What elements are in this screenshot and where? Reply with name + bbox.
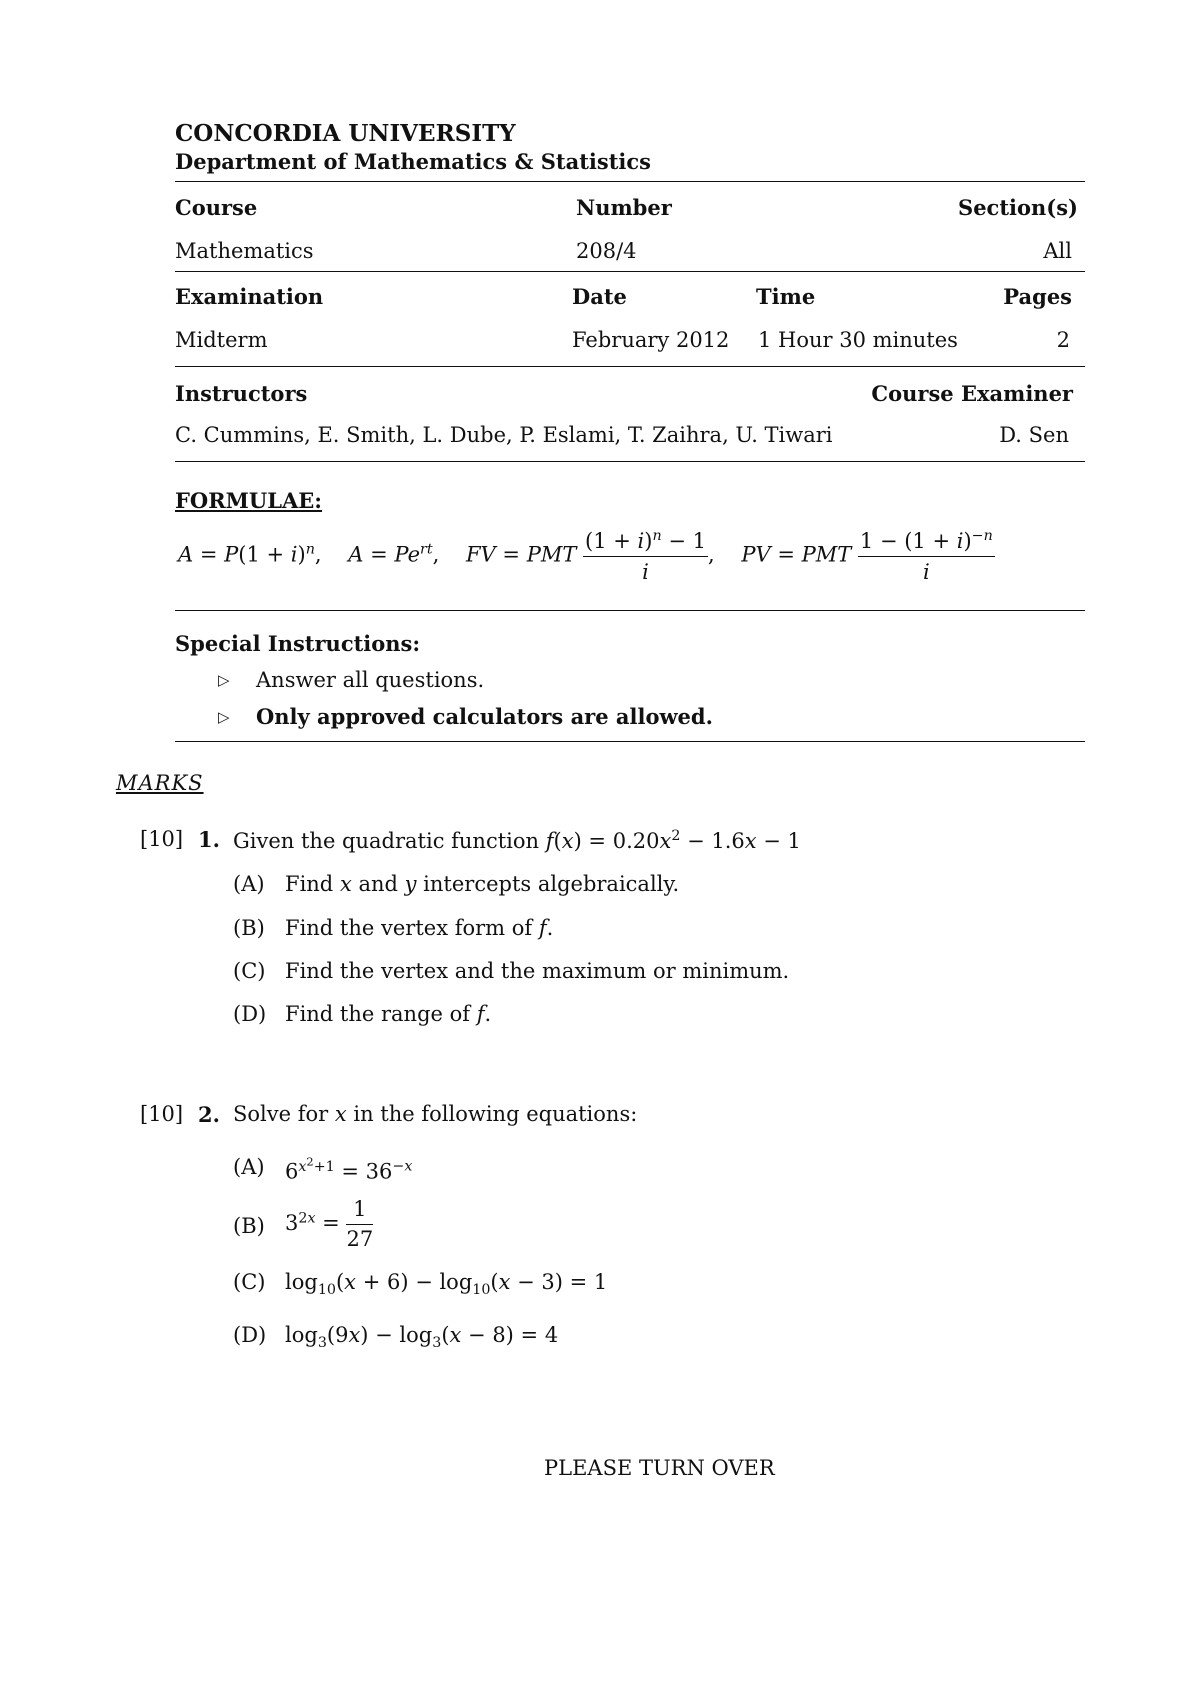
question-number: 2. <box>198 1102 220 1127</box>
divider <box>175 271 1085 272</box>
formula-line: $A = P(1 + i)^n$, $A = Pe^{rt}$, FV = PMT $\frac{(1 + i)^n - 1}{i}$ , PV = PMT $\frac{1 - (1 + i)^{-n}}{i}$ <box>178 528 993 584</box>
question-prompt-text: Given the quadratic function <box>233 828 540 853</box>
equation: $\log_{10}(x + 6) - \log_{10}(x - 3) = 1$ <box>285 1270 608 1298</box>
question-marks: [10] <box>140 827 184 851</box>
examiner-value: D. Sen <box>999 423 1069 447</box>
part-text: Find the vertex and the maximum or minimum. <box>285 959 790 983</box>
instructors-label: Instructors <box>175 381 308 406</box>
date-label: Date <box>572 284 627 309</box>
date-value: February 2012 <box>572 328 730 352</box>
department-name: Department of Mathematics & Statistics <box>175 149 651 174</box>
sections-label: Section(s) <box>958 195 1078 220</box>
sections-value: All <box>1043 239 1072 263</box>
bullet-triangle-icon: ▷ <box>218 708 230 726</box>
part-label: (A) <box>233 1155 265 1179</box>
course-label: Course <box>175 195 258 220</box>
equation: $6^{x^2+1} = 36^{-x}$ <box>285 1154 413 1184</box>
part-label: (D) <box>233 1002 267 1026</box>
part-text: Find x and y intercepts algebraically. <box>285 872 680 896</box>
instruction-item: Only approved calculators are allowed. <box>256 704 713 729</box>
equation: $3^{2x}$ = $\frac{1}{27}$ <box>285 1197 374 1252</box>
equation: $\log_3(9x) - \log_3(x - 8) = 4$ <box>285 1323 559 1351</box>
time-value: 1 Hour 30 minutes <box>758 328 958 352</box>
divider <box>175 741 1085 742</box>
examiner-label: Course Examiner <box>871 381 1073 406</box>
part-text-lead: Find the range of <box>285 1002 471 1026</box>
part-label: (C) <box>233 1270 266 1294</box>
pages-value: 2 <box>1056 328 1070 352</box>
divider <box>175 366 1085 367</box>
instructors-value: C. Cummins, E. Smith, L. Dube, P. Eslami, T. Zaihra, U. Tiwari <box>175 423 833 447</box>
number-label: Number <box>576 195 672 220</box>
part-label: (B) <box>233 916 265 940</box>
part-label: (C) <box>233 959 266 983</box>
marks-label: MARKS <box>116 771 204 795</box>
part-label: (A) <box>233 872 265 896</box>
part-text: Find the range of f. <box>285 1002 492 1026</box>
question-prompt-text: Solve for <box>233 1102 329 1126</box>
part-label: (D) <box>233 1323 267 1347</box>
formulae-heading: FORMULAE: <box>175 488 323 513</box>
university-name: CONCORDIA UNIVERSITY <box>175 120 516 147</box>
course-value: Mathematics <box>175 239 314 263</box>
pages-label: Pages <box>1003 284 1072 309</box>
exam-label: Examination <box>175 284 324 309</box>
question-prompt: Given the quadratic function $f(x) = 0.20x^2 - 1.6x - 1$ <box>233 828 801 853</box>
part-label: (B) <box>233 1214 265 1238</box>
instructions-heading: Special Instructions: <box>175 631 421 656</box>
bullet-triangle-icon: ▷ <box>218 671 230 689</box>
divider <box>175 610 1085 611</box>
question-prompt-tail: in the following equations: <box>353 1102 638 1126</box>
divider <box>175 461 1085 462</box>
footer-text: PLEASE TURN OVER <box>544 1456 775 1480</box>
divider <box>175 181 1085 182</box>
number-value: 208/4 <box>576 239 637 263</box>
part-text-lead: Find the vertex form of <box>285 916 533 940</box>
instruction-item: Answer all questions. <box>256 668 485 692</box>
question-number: 1. <box>198 827 220 852</box>
question-prompt: Solve for x in the following equations: <box>233 1102 638 1126</box>
time-label: Time <box>756 284 816 309</box>
exam-value: Midterm <box>175 328 268 352</box>
question-marks: [10] <box>140 1102 184 1126</box>
part-text: Find the vertex form of f. <box>285 916 554 940</box>
